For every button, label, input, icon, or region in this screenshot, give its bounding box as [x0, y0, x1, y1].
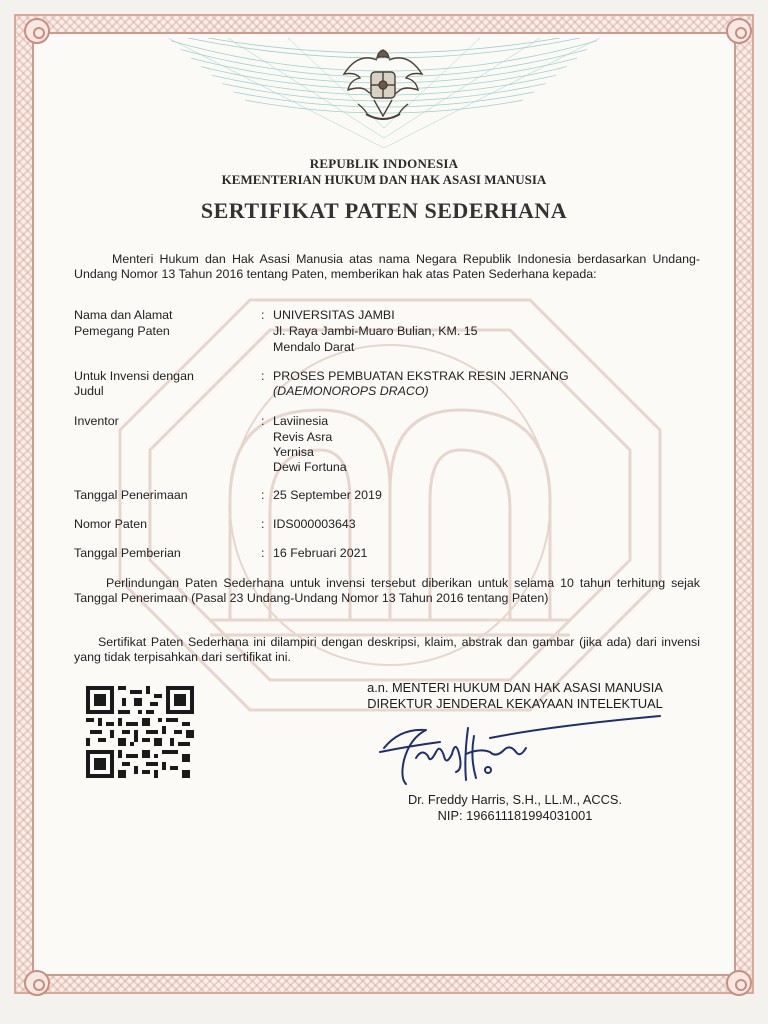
- receipt-date-value: 25 September 2019: [273, 488, 382, 502]
- signatory-name: Dr. Freddy Harris, S.H., LL.M., ACCS.: [407, 792, 623, 807]
- invention-title: PROSES PEMBUATAN EKSTRAK RESIN JERNANG: [273, 369, 569, 383]
- invention-label-line1: Untuk Invensi dengan: [74, 369, 194, 383]
- grant-date-value: 16 Februari 2021: [273, 546, 368, 560]
- field-colon: :: [261, 546, 265, 560]
- inventor-name: Revis Asra: [273, 430, 333, 444]
- intro-paragraph: Menteri Hukum dan Hak Asasi Manusia atas nama Negara Republik Indonesia berdasarkan Undang-Undang Nomor 13 Tahun 2016 tentang Paten, memberikan hak atas Paten Sederhana kepada:: [74, 252, 700, 281]
- receipt-date-label: Tanggal Penerimaan: [74, 488, 188, 502]
- qr-code-icon: [86, 686, 194, 778]
- holder-label-line2: Pemegang Paten: [74, 324, 170, 338]
- garuda-emblem-icon: [338, 44, 428, 130]
- signatory-title-line2: DIREKTUR JENDERAL KEKAYAAN INTELEKTUAL: [367, 696, 663, 711]
- signature-icon: [370, 708, 670, 792]
- field-colon: :: [261, 308, 265, 322]
- holder-name: UNIVERSITAS JAMBI: [273, 308, 395, 322]
- holder-address-line1: Jl. Raya Jambi-Muaro Bulian, KM. 15: [273, 324, 478, 338]
- corner-ornament-icon: [24, 18, 50, 44]
- signatory-title-line1: a.n. MENTERI HUKUM DAN HAK ASASI MANUSIA: [367, 680, 663, 695]
- invention-label-line2: Judul: [74, 384, 104, 398]
- inventor-name: Dewi Fortuna: [273, 460, 347, 474]
- certificate-title: SERTIFIKAT PATEN SEDERHANA: [200, 198, 568, 223]
- holder-label-line1: Nama dan Alamat: [74, 308, 173, 322]
- attachment-paragraph: Sertifikat Paten Sederhana ini dilampiri dengan deskripsi, klaim, abstrak dan gambar (jika ada) dari invensi yang tidak terpisahkan dari sertifikat ini.: [74, 635, 700, 664]
- republic-heading: REPUBLIK INDONESIA: [309, 156, 459, 171]
- field-colon: :: [261, 369, 265, 383]
- signatory-nip: NIP: 196611181994031001: [437, 808, 593, 823]
- corner-ornament-icon: [726, 970, 752, 996]
- ministry-heading: KEMENTERIAN HUKUM DAN HAK ASASI MANUSIA: [221, 172, 547, 187]
- inventor-label: Inventor: [74, 414, 119, 428]
- field-colon: :: [261, 414, 265, 428]
- corner-ornament-icon: [24, 970, 50, 996]
- inventor-name: Laviinesia: [273, 414, 329, 428]
- protection-paragraph: Perlindungan Paten Sederhana untuk invensi tersebut diberikan untuk selama 10 tahun terhitung sejak Tanggal Penerimaan (Pasal 23 Undang-Undang Nomor 13 Tahun 2016 tentang Paten): [74, 576, 700, 605]
- patent-number-label: Nomor Paten: [74, 517, 148, 531]
- patent-number-value: IDS000003643: [273, 517, 356, 531]
- invention-subtitle: (DAEMONOROPS DRACO): [273, 384, 429, 398]
- corner-ornament-icon: [726, 18, 752, 44]
- field-colon: :: [261, 517, 265, 531]
- grant-date-label: Tanggal Pemberian: [74, 546, 181, 560]
- holder-address-line2: Mendalo Darat: [273, 340, 355, 354]
- inventor-name: Yernisa: [273, 445, 314, 459]
- field-colon: :: [261, 488, 265, 502]
